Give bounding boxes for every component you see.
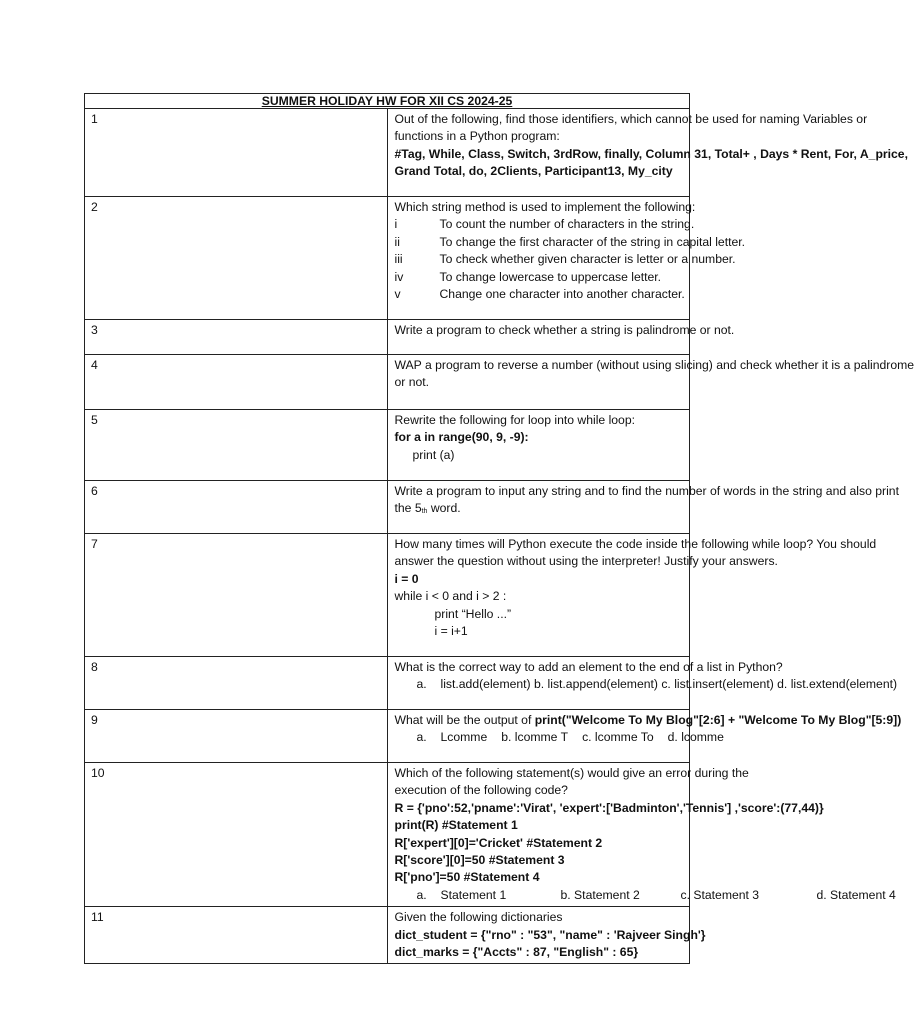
question-row-11 bbox=[85, 907, 690, 964]
question-number: 1 bbox=[85, 109, 388, 197]
question-text: WAP a program to reverse a number (without using slicing) and check whether it is a palindrome or not. bbox=[387, 355, 690, 410]
question-row-1 bbox=[85, 109, 690, 197]
question-number: 10 bbox=[85, 763, 388, 907]
question-text: Write a program to input any string and to find the number of words in the string and also print the $5_{th}$ word. bbox=[387, 481, 690, 534]
question-row-4 bbox=[85, 355, 690, 410]
question-text: Write a program to check whether a string is palindrome or not. bbox=[387, 320, 690, 355]
question-text: What will be the output of print("Welcome To My Blog"[2:6] + "Welcome To My Blog"[5:9]) a. Lcomme b. lcomme T c. lcomme To d. lcomme bbox=[387, 710, 690, 763]
title-row bbox=[85, 94, 690, 109]
question-number: 2 bbox=[85, 197, 388, 320]
list-item: iv To change lowercase to uppercase letter. bbox=[394, 269, 662, 284]
list-item: i To count the number of characters in the string. bbox=[394, 217, 695, 232]
question-row-2 bbox=[85, 197, 690, 320]
question-number: 7 bbox=[85, 534, 388, 657]
list-item: ii To change the first character of the string in capital letter. bbox=[394, 234, 746, 249]
question-number: 5 bbox=[85, 410, 388, 481]
question-row-5 bbox=[85, 410, 690, 481]
question-text: Given the following dictionaries dict_student = {"rno" : "53", "name" : 'Rajveer Singh'} dict_marks = {"Accts" : 87, "English" : 65} bbox=[387, 907, 690, 964]
question-text: Which string method is used to implement the following: i To count the number of characters in the string. ii To change the first character of the string in capital letter. iii To check whether given character is letter or a number. iv To change lowercase to uppercase letter. v Change one character into another character. bbox=[387, 197, 690, 320]
question-row-6 bbox=[85, 481, 690, 534]
question-text: How many times will Python execute the code inside the following while loop? You should answer the question without using the interpreter! Justify your answers. i = 0 while i < 0 and i > 2 : print “Hello ...” i = i+1 bbox=[387, 534, 690, 657]
question-number: 8 bbox=[85, 657, 388, 710]
question-number: 3 bbox=[85, 320, 388, 355]
list-item: iii To check whether given character is letter or a number. bbox=[394, 252, 736, 267]
question-row-8 bbox=[85, 657, 690, 710]
question-row-3 bbox=[85, 320, 690, 355]
question-text: Rewrite the following for loop into while loop: for a in range(90, 9, -9): print (a) bbox=[387, 410, 690, 481]
question-row-7 bbox=[85, 534, 690, 657]
question-text: Which of the following statement(s) would give an error during the execution of the following code? R = {'pno':52,'pname':'Virat', 'expert':['Badminton','Tennis'] ,'score':(77,44)} print(R) #Statement 1 R['expert'][0]='Cricket' #Statement 2 R['score'][0]=50 #Statement 3 R['pno']=50 #Statement 4 a. Statement 1 b. Statement 2 c. Statement 3 d. Statement 4 bbox=[387, 763, 690, 907]
question-number: 4 bbox=[85, 355, 388, 410]
page-title: SUMMER HOLIDAY HW FOR XII CS 2024-25 bbox=[85, 94, 690, 109]
question-text: What is the correct way to add an element to the end of a list in Python? a. list.add(element) b. list.append(element) c. list.insert(element) d. list.extend(element) bbox=[387, 657, 690, 710]
homework-table bbox=[84, 93, 914, 964]
question-row-9 bbox=[85, 710, 690, 763]
question-number: 6 bbox=[85, 481, 388, 534]
question-number: 11 bbox=[85, 907, 388, 964]
question-number: 9 bbox=[85, 710, 388, 763]
list-item: v Change one character into another character. bbox=[394, 287, 685, 302]
question-row-10 bbox=[85, 763, 690, 907]
question-text: Out of the following, find those identifiers, which cannot be used for naming Variables or functions in a Python program: #Tag, While, Class, Switch, 3rdRow, finally, Column 31, Total+ , Days * Rent, For, A_price, Grand Total, do, 2Clients, Participant13, My_city bbox=[387, 109, 690, 197]
